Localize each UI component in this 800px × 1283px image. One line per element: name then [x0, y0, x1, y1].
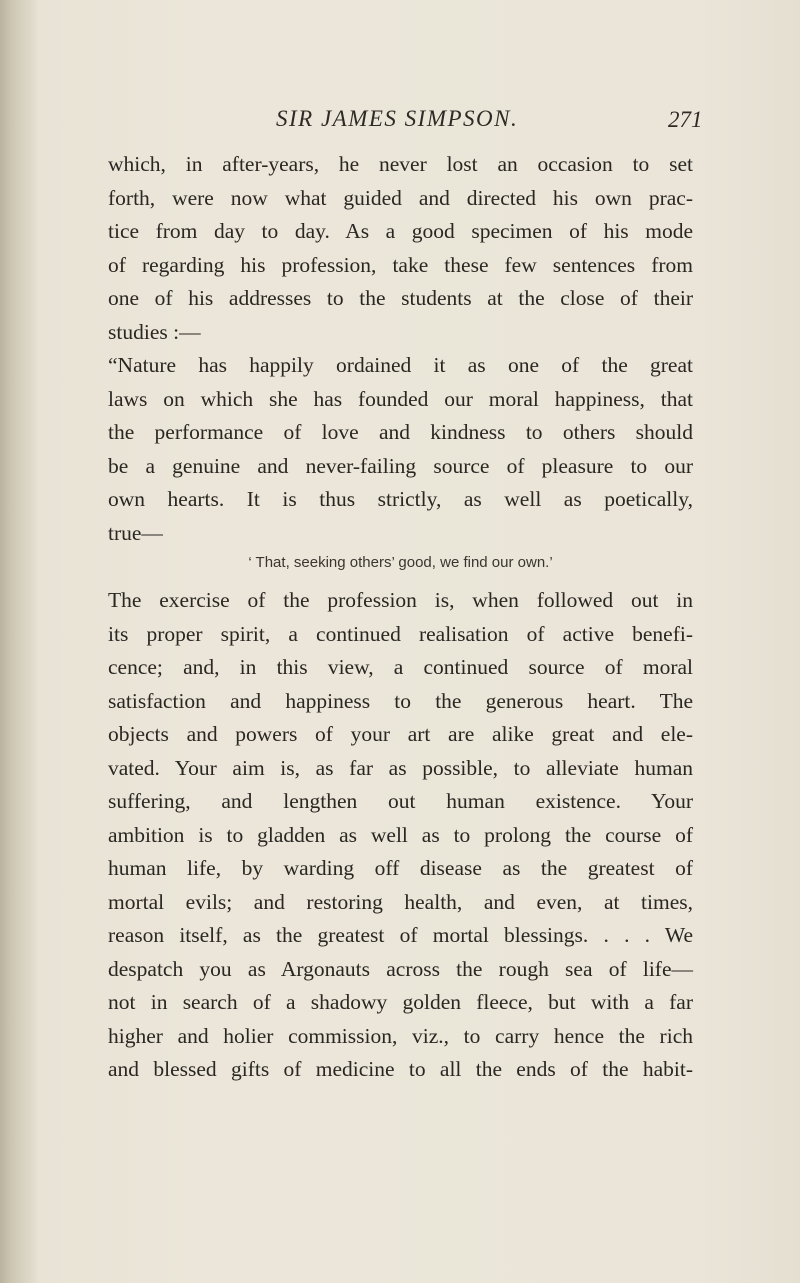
text-line: own hearts. It is thus strictly, as well as poetically,	[108, 487, 693, 511]
text-line: studies :—	[108, 319, 201, 344]
text-line: of regarding his profession, take these few sentences from	[108, 252, 693, 277]
text-line: the performance of love and kindness to others should	[108, 420, 693, 444]
text-line: one of his addresses to the students at the close of their	[108, 286, 693, 310]
verse-quotation: ‘ That, seeking others’ good, we find our own.’	[248, 554, 553, 571]
text-line: laws on which she has founded our moral happiness, that	[108, 386, 693, 411]
text-line: ambition is to gladden as well as to prolong the course of	[108, 822, 693, 847]
text-line: suffering, and lengthen out human existence. Your	[108, 789, 693, 813]
text-line: be a genuine and never-failing source of pleasure to our	[108, 453, 693, 478]
text-line: objects and powers of your art are alike great and ele-	[108, 722, 693, 746]
text-line: true—	[108, 520, 163, 545]
text-line: despatch you as Argonauts across the rough sea of life—	[108, 956, 693, 981]
text-line: higher and holier commission, viz., to carry hence the rich	[108, 1023, 693, 1048]
text-line: its proper spirit, a continued realisation of active benefi-	[108, 621, 693, 646]
text-line: forth, were now what guided and directed his own prac-	[108, 185, 693, 210]
text-line: which, in after-years, he never lost an occasion to set	[108, 152, 693, 176]
text-line: tice from day to day. As a good specimen of his mode	[108, 219, 693, 243]
running-title: SIR JAMES SIMPSON.	[276, 106, 519, 131]
text-line: mortal evils; and restoring health, and even, at times,	[108, 889, 693, 914]
text-line: cence; and, in this view, a continued source of moral	[108, 655, 693, 679]
text-line: and blessed gifts of medicine to all the ends of the habit-	[108, 1057, 693, 1081]
running-head	[0, 106, 800, 136]
text-line: “Nature has happily ordained it as one of the great	[108, 353, 693, 377]
text-line: The exercise of the profession is, when followed out in	[108, 588, 693, 612]
text-line: not in search of a shadowy golden fleece, but with a far	[108, 990, 693, 1014]
text-line: satisfaction and happiness to the generous heart. The	[108, 688, 693, 713]
body-text	[108, 148, 693, 1087]
text-line: reason itself, as the greatest of mortal blessings. . . . We	[108, 923, 693, 947]
text-line: vated. Your aim is, as far as possible, to alleviate human	[108, 755, 693, 780]
binding-gutter	[0, 0, 38, 1283]
page-number: 271	[668, 107, 703, 132]
text-line: human life, by warding off disease as the greatest of	[108, 856, 693, 880]
